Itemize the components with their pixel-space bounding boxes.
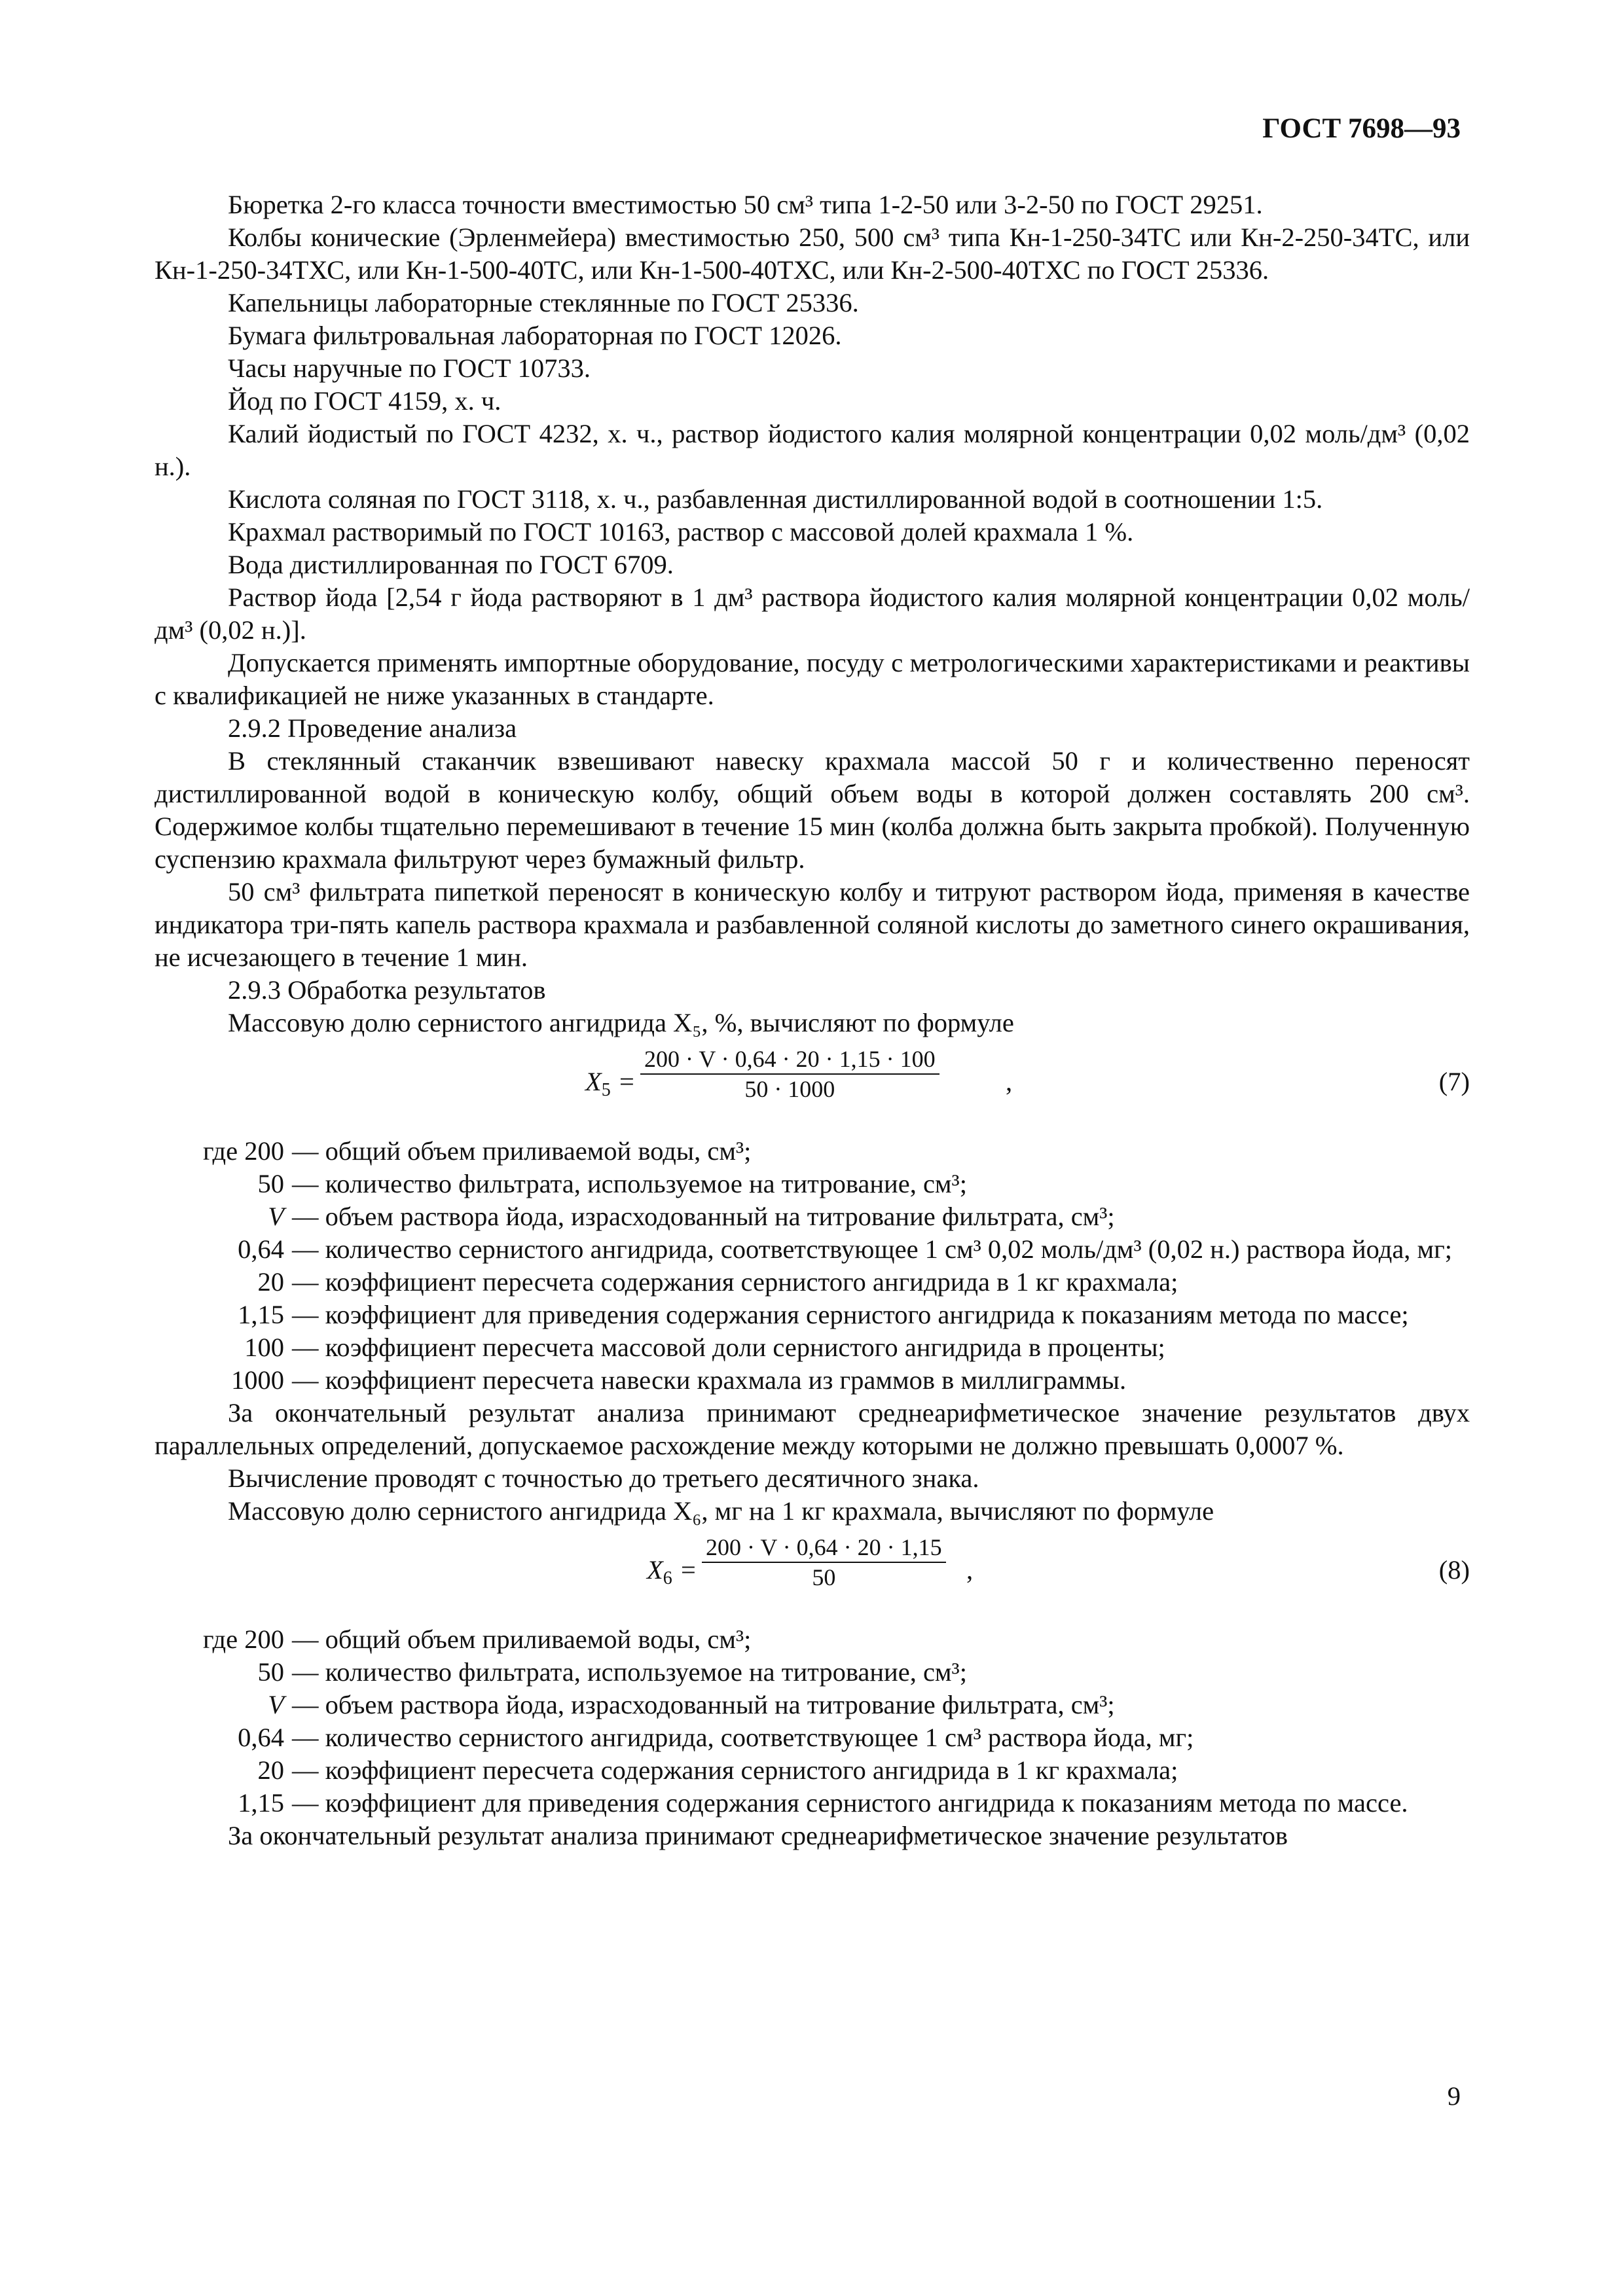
definition-row: 0,64 — количество сернистого ангидрида, соответствующее 1 см³ раствора йода, мг; [238,1723,1194,1752]
definition-row: 20 — коэффициент пересчета содержания сернистого ангидрида в 1 кг крахмала; [257,1755,1178,1785]
standard-code-header: ГОСТ 7698—93 [1262,113,1461,144]
paragraph-precision: Вычисление проводят с точностью до третьего десятичного знака. [228,1463,979,1493]
paragraph-potassium-iodide: Калий йодистый по ГОСТ 4232, х. ч., раствор йодистого калия молярной концентрации 0,02 моль/дм³ (0,02 н.). [155,419,1470,481]
formula-7-intro: Массовую долю сернистого ангидрида X₅, %, вычисляют по формуле [228,1008,1014,1037]
paragraph-titration: 50 см³ фильтрата пипеткой переносят в коническую колбу и титруют раствором йода, применяя в качестве индикатора три-пять капель раствора крахмала и разбавленной соляной кислоты до заметного синего окрашивания, не исчезающего в течение 1 мин. [155,877,1470,972]
formula-8-denominator: 50 [812,1564,836,1590]
paragraph-filter-paper: Бумага фильтровальная лабораторная по ГОСТ 12026. [228,321,842,350]
formula-8-intro: Массовую долю сернистого ангидрида X₆, мг на 1 кг крахмала, вычисляют по формуле [228,1496,1214,1526]
document-body [155,188,1470,1852]
definition-row: 1000 — коэффициент пересчета навески крахмала из граммов в миллиграммы. [231,1365,1127,1395]
formula-8-equals: = [681,1555,696,1585]
formula-8-numerator: 200 · V · 0,64 · 20 · 1,15 [702,1533,946,1563]
section-heading-2-9-3: 2.9.3 Обработка результатов [228,975,546,1005]
paragraph-imported-equipment: Допускается применять импортные оборудование, посуду с метрологическими характеристиками и реактивы с квалификацией не ниже указанных в стандарте. [155,648,1470,710]
formula-8-definitions [155,1623,1470,1820]
formula-7-numerator: 200 · V · 0,64 · 20 · 1,15 · 100 [640,1045,939,1075]
formula-7 [155,1039,1470,1135]
paragraph-watch: Часы наручные по ГОСТ 10733. [228,353,591,383]
paragraph-final-result-1: За окончательный результат анализа принимают среднеарифметическое значение результатов двух параллельных определений, допускаемое расхождение между которыми не должно превышать 0,0007 %. [155,1398,1470,1460]
paragraph-hydrochloric-acid: Кислота соляная по ГОСТ 3118, х. ч., разбавленная дистиллированной водой в соотношении 1:5. [228,484,1323,514]
formula-8 [155,1528,1470,1623]
paragraph-iodine: Йод по ГОСТ 4159, х. ч. [228,386,501,416]
paragraph-burette: Бюретка 2-го класса точности вместимостью 50 см³ типа 1-2-50 или 3-2-50 по ГОСТ 29251. [228,190,1263,219]
formula-8-comma: , [966,1555,974,1585]
formula-7-lhs: $X_5$ [585,1067,611,1100]
paragraph-starch: Крахмал растворимый по ГОСТ 10163, раствор с массовой долей крахмала 1 %. [228,517,1134,547]
definition-row: где 200 — общий объем приливаемой воды, см³; [202,1136,752,1166]
definition-row: 50 — количество фильтрата, используемое на титрование, см³; [257,1657,967,1687]
definition-row: 0,64 — количество сернистого ангидрида, соответствующее 1 см³ 0,02 моль/дм³ (0,02 н.) раствора йода, мг; [238,1234,1453,1264]
definition-row: где 200 — общий объем приливаемой воды, см³; [202,1624,752,1654]
page-number: 9 [1447,2081,1461,2111]
paragraph-iodine-solution: Раствор йода [2,54 г йода растворяют в 1 дм³ раствора йодистого калия молярной концентрации 0,02 моль/дм³ (0,02 н.)]. [155,583,1470,645]
formula-7-equals: = [619,1067,634,1096]
definition-row: V — объем раствора йода, израсходованный на титрование фильтрата, см³; [268,1202,1115,1231]
definition-row: 20 — коэффициент пересчета содержания сернистого ангидрида в 1 кг крахмала; [257,1267,1178,1297]
paragraph-flasks: Колбы конические (Эрленмейера) вместимостью 250, 500 см³ типа Кн-1-250-34ТС или Кн-2-250-34ТС, или Кн-1-250-34ТХС, или Кн-1-500-40ТС, или Кн-1-500-40ТХС, или Кн-2-500-40ТХС по ГОСТ 25336. [155,223,1470,285]
formula-7-fraction [640,1045,939,1103]
section-heading-2-9-2: 2.9.2 Проведение анализа [228,713,517,743]
formula-7-denominator: 50 · 1000 [744,1076,835,1102]
definition-row: 100 — коэффициент пересчета массовой доли сернистого ангидрида в проценты; [244,1333,1165,1362]
definition-row: 1,15 — коэффициент для приведения содержания сернистого ангидрида к показаниям метода по массе; [238,1300,1409,1329]
definition-row: 1,15 — коэффициент для приведения содержания сернистого ангидрида к показаниям метода по массе. [238,1788,1408,1818]
formula-8-number: (8) [1438,1555,1470,1585]
paragraph-procedure: В стеклянный стаканчик взвешивают навеску крахмала массой 50 г и количественно переносят дистиллированной водой в коническую колбу, общий объем воды в которой должен составлять 200 см³. Содержимое колбы тщательно перемешивают в течение 15 мин (колба должна быть закрыта пробкой). Полученную суспензию крахмала фильтруют через бумажный фильтр. [155,746,1470,874]
formula-7-definitions [155,1135,1470,1397]
definition-row: 50 — количество фильтрата, используемое на титрование, см³; [257,1169,967,1198]
paragraph-distilled-water: Вода дистиллированная по ГОСТ 6709. [228,550,674,579]
paragraph-final-result-2: За окончательный результат анализа принимают среднеарифметическое значение результатов [228,1821,1288,1850]
formula-8-lhs: $X_6$ [647,1555,672,1588]
formula-8-fraction [702,1533,946,1592]
formula-7-number: (7) [1438,1067,1470,1096]
formula-7-comma: , [1006,1067,1013,1096]
paragraph-droppers: Капельницы лабораторные стеклянные по ГОСТ 25336. [228,288,859,317]
definition-row: V — объем раствора йода, израсходованный на титрование фильтрата, см³; [268,1690,1115,1719]
